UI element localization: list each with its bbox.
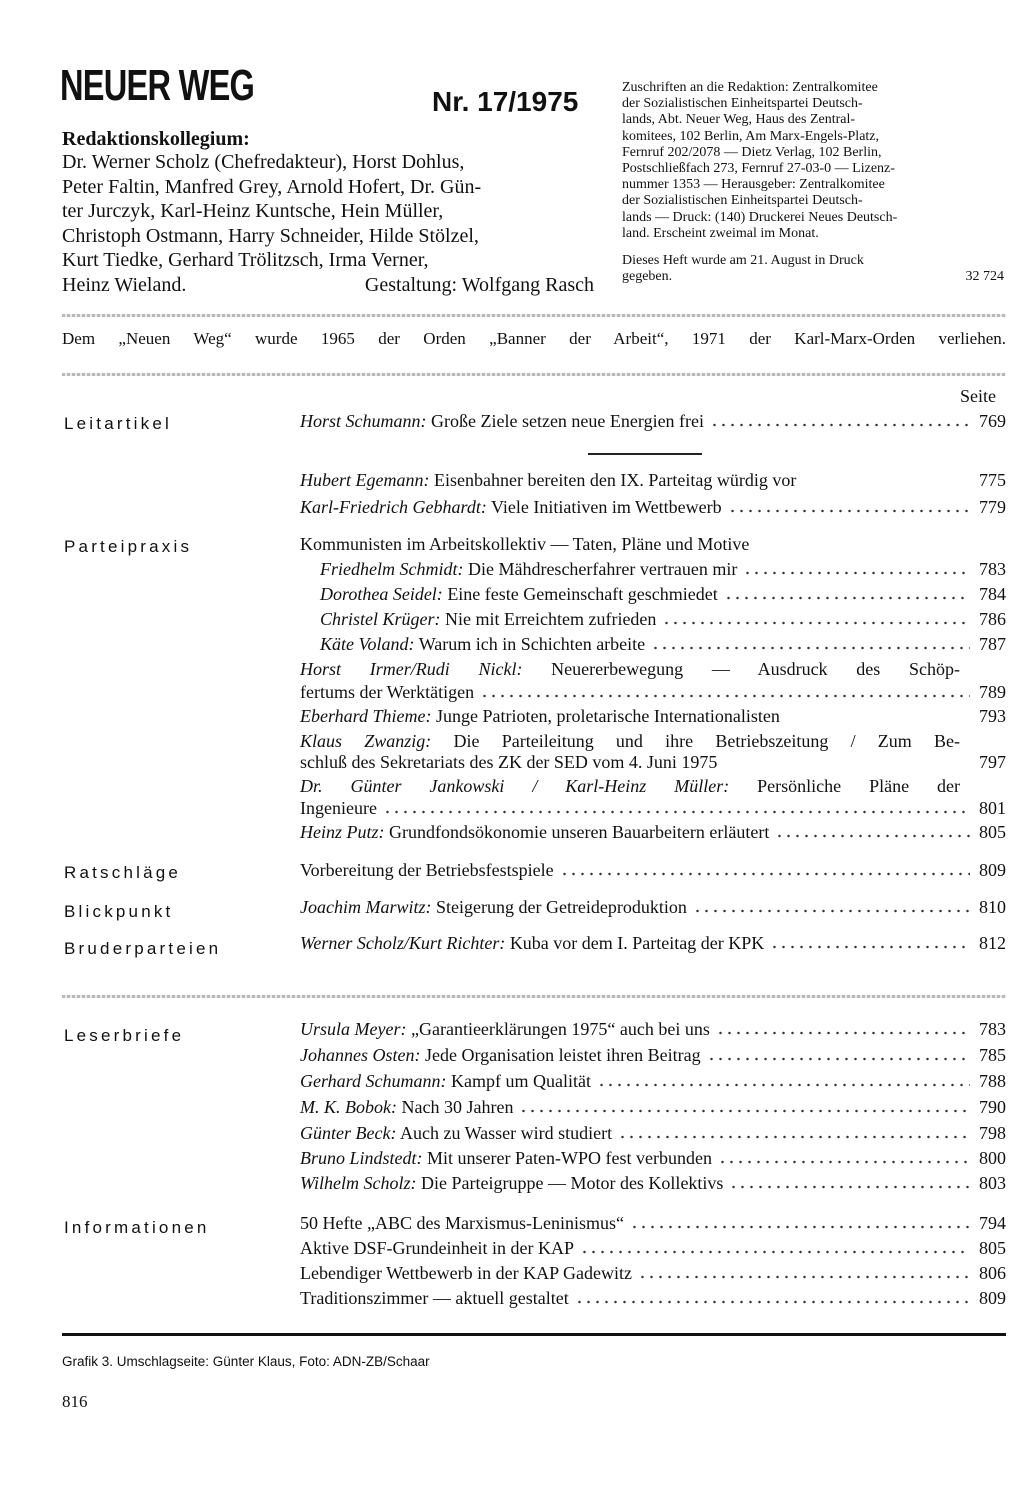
toc-entry[interactable] (300, 1122, 1006, 1144)
board-line: Kurt Tiedke, Gerhard Trölitzsch, Irma Verner, (62, 249, 429, 271)
toc-entry[interactable] (300, 1262, 1006, 1284)
toc-entry[interactable] (300, 859, 1006, 881)
section-label-bruderparteien: Bruderparteien (64, 939, 222, 958)
toc-entry[interactable] (300, 681, 1006, 703)
leader-dots (480, 682, 970, 698)
entry-page: 793 (979, 706, 1006, 726)
leader-dots (638, 1263, 970, 1279)
entry-title: Vorbereitung der Betriebsfestspiele (300, 860, 554, 880)
imprint-line: lands — Druck: (140) Druckerei Neues Deutsch- (622, 209, 898, 225)
leader-dots (560, 860, 970, 876)
entry-page: 805 (979, 822, 1006, 842)
entry-title: Persönliche Pläne der (757, 776, 961, 796)
toc-entry[interactable] (300, 1044, 1006, 1066)
toc-entry-line[interactable] (300, 775, 960, 797)
toc-entry[interactable] (300, 1212, 1006, 1234)
entry-title: Kampf um Qualität (451, 1071, 591, 1091)
entry-title: Traditionszimmer — aktuell gestaltet (300, 1288, 569, 1308)
imprint-line: komitees, 102 Berlin, Am Marx-Engels-Platz, (622, 128, 880, 144)
toc-entry-line[interactable] (300, 730, 960, 752)
entry-page: 783 (979, 1019, 1006, 1039)
entry-page: 803 (979, 1173, 1006, 1193)
print-note-row (622, 269, 1004, 285)
board-last-line (62, 273, 594, 298)
toc-entry[interactable] (300, 705, 1006, 727)
toc-entry[interactable] (300, 1287, 1006, 1309)
entry-author: Friedhelm Schmidt: (320, 559, 464, 579)
toc-entry[interactable] (320, 633, 1006, 655)
page-column-header: Seite (960, 386, 996, 406)
entry-author: Klaus Zwanzig: (300, 731, 432, 751)
entry-title: Die Parteileitung und ihre Betriebszeitung / Zum Be- (453, 731, 961, 751)
entry-title: Nach 30 Jahren (401, 1097, 514, 1117)
image-credit: Grafik 3. Umschlagseite: Günter Klaus, Foto: ADN-ZB/Schaar (62, 1354, 430, 1369)
entry-page: 812 (979, 933, 1006, 953)
entry-page: 775 (979, 470, 1006, 490)
page-number: 816 (62, 1392, 88, 1411)
leader-dots (383, 798, 970, 814)
editorial-board-members (62, 150, 594, 297)
entry-title: Große Ziele setzen neue Energien frei (431, 411, 705, 431)
toc-entry[interactable] (300, 1147, 1006, 1169)
board-line: Dr. Werner Scholz (Chefredakteur), Horst Dohlus, (62, 151, 465, 173)
design-credit: Gestaltung: Wolfgang Rasch (364, 273, 594, 296)
entry-title: Grundfondsökonomie unseren Bauarbeitern erläutert (389, 822, 770, 842)
board-line: Christoph Ostmann, Harry Schneider, Hilde Stölzel, (62, 224, 479, 247)
entry-page: 784 (979, 584, 1006, 604)
entry-title: Mit unserer Paten-WPO fest verbunden (427, 1148, 712, 1168)
entry-title: Lebendiger Wettbewerb in der KAP Gadewitz (300, 1263, 632, 1283)
entry-page: 788 (979, 1071, 1006, 1091)
entry-author: Christel Krüger: (320, 609, 441, 629)
entry-author: Horst Schumann: (300, 411, 427, 431)
entry-title: Steigerung der Getreideproduktion (435, 897, 687, 917)
entry-author: Gerhard Schumann: (300, 1071, 447, 1091)
section-label-leitartikel: Leitartikel (64, 414, 172, 433)
entry-title: Eisenbahner bereiten den IX. Parteitag würdig vor (433, 470, 797, 490)
leader-dots (729, 1173, 970, 1189)
entry-page: 786 (979, 609, 1006, 629)
leader-dots (743, 559, 970, 575)
entry-author: Heinz Putz: (300, 822, 385, 842)
print-note (622, 253, 1004, 285)
toc-entry[interactable] (320, 583, 1006, 605)
leader-dots (693, 897, 970, 913)
toc-group-heading: Kommunisten im Arbeitskollektiv — Taten, Pläne und Motive (300, 534, 750, 554)
entry-title: Viele Initiativen im Wettbewerb (491, 497, 722, 517)
divider (62, 1333, 1006, 1336)
entry-author: Werner Scholz/Kurt Richter: (300, 933, 506, 953)
leader-dots (575, 1288, 970, 1304)
entry-author: Horst Irmer/Rudi Nickl: (300, 659, 523, 679)
entry-title: Kuba vor dem I. Parteitag der KPK (509, 933, 765, 953)
entry-author: Dr. Günter Jankowski / Karl-Heinz Müller: (300, 776, 730, 796)
entry-page: 785 (979, 1045, 1006, 1065)
toc-entry[interactable] (300, 821, 1006, 843)
board-last-member: Heinz Wieland. (62, 273, 187, 296)
imprint-line: Zuschriften an die Redaktion: Zentralkomitee (622, 80, 878, 95)
entry-author: Bruno Lindstedt: (300, 1148, 423, 1168)
entry-page: 801 (979, 798, 1006, 818)
toc-entry[interactable] (300, 410, 1006, 432)
entry-page: 789 (979, 682, 1006, 702)
entry-title: Warum ich in Schichten arbeite (418, 634, 646, 654)
imprint-line: Fernruf 202/2078 — Dietz Verlag, 102 Berlin, (622, 144, 882, 160)
leader-dots (651, 634, 970, 650)
section-label-parteipraxis: Parteipraxis (64, 537, 193, 556)
toc-entry[interactable] (300, 1237, 1006, 1259)
issue-number: Nr. 17/1975 (432, 86, 579, 117)
print-code: 32 724 (965, 269, 1004, 285)
board-line: ter Jurczyk, Karl-Heinz Kuntsche, Hein Müller, (62, 200, 444, 222)
section-label-leserbriefe: Leserbriefe (64, 1026, 185, 1045)
entry-title: 50 Hefte „ABC des Marxismus-Leninismus“ (300, 1213, 624, 1233)
imprint-line: lands, Abt. Neuer Weg, Haus des Zentral- (622, 112, 856, 128)
divider (588, 453, 702, 455)
entry-author: Johannes Osten: (300, 1045, 421, 1065)
entry-title: fertums der Werktätigen (300, 682, 475, 702)
entry-page: 779 (979, 497, 1006, 517)
entry-author: Hubert Egemann: (300, 470, 430, 490)
entry-page: 798 (979, 1123, 1006, 1143)
entry-page: 797 (979, 752, 1006, 772)
section-label-informationen: Informationen (64, 1218, 210, 1237)
editorial-board-heading: Redaktionskollegium: (62, 128, 250, 150)
entry-author: Ursula Meyer: (300, 1019, 407, 1039)
imprint-line: der Sozialistischen Einheitspartei Deutsch- (622, 193, 863, 209)
entry-page: 769 (979, 411, 1006, 431)
leader-dots (707, 1045, 970, 1061)
entry-author: Wilhelm Scholz: (300, 1173, 417, 1193)
leader-dots (718, 1148, 970, 1164)
toc-entry[interactable] (320, 558, 1006, 580)
print-note-line: Dieses Heft wurde am 21. August in Druck (622, 253, 864, 268)
toc-entry[interactable] (300, 1018, 1006, 1040)
entry-title: Nie mit Erreichtem zufrieden (445, 609, 657, 629)
entry-page: 790 (979, 1097, 1006, 1117)
toc-entry[interactable] (300, 932, 1006, 954)
section-label-blickpunkt: Blickpunkt (64, 902, 174, 921)
award-statement: Dem „Neuen Weg“ wurde 1965 der Orden „Banner der Arbeit“, 1971 der Karl-Marx-Orden verliehen. (62, 329, 1006, 348)
leader-dots (630, 1213, 970, 1229)
leader-dots (775, 822, 970, 838)
board-line: Peter Faltin, Manfred Grey, Arnold Hofert, Dr. Gün- (62, 175, 482, 198)
leader-dots (728, 497, 970, 513)
toc-entry[interactable] (300, 1070, 1006, 1092)
entry-title: Die Mähdrescherfahrer vertrauen mir (467, 559, 738, 579)
entry-page: 809 (979, 860, 1006, 880)
entry-page: 806 (979, 1263, 1006, 1283)
leader-dots (716, 1019, 970, 1035)
entry-page: 805 (979, 1238, 1006, 1258)
toc-entry[interactable] (300, 797, 1006, 819)
toc-entry-line[interactable] (300, 658, 960, 680)
toc-entry[interactable] (300, 896, 1006, 918)
imprint-line: der Sozialistischen Einheitspartei Deutsch- (622, 96, 863, 112)
leader-dots (770, 933, 970, 949)
leader-dots (597, 1071, 970, 1087)
toc-entry[interactable] (300, 469, 1006, 491)
entry-page: 787 (979, 634, 1006, 654)
entry-title: Auch zu Wasser wird studiert (399, 1123, 613, 1143)
section-label-ratschlaege: Ratschläge (64, 863, 182, 882)
entry-author: Karl-Friedrich Gebhardt: (300, 497, 487, 517)
entry-author: Eberhard Thieme: (300, 706, 432, 726)
entry-title: Ingenieure (300, 798, 377, 818)
entry-author: Käte Voland: (320, 634, 415, 654)
entry-author: Günter Beck: (300, 1123, 397, 1143)
imprint-line: nummer 1353 — Herausgeber: Zentralkomitee (622, 177, 885, 193)
leader-dots (724, 584, 970, 600)
imprint-block (622, 80, 1004, 242)
entry-page: 809 (979, 1288, 1006, 1308)
entry-page: 794 (979, 1213, 1006, 1233)
toc-entry[interactable] (300, 1096, 1006, 1118)
leader-dots (580, 1238, 970, 1254)
entry-title: Aktive DSF-Grundeinheit in der KAP (300, 1238, 574, 1258)
entry-page: 783 (979, 559, 1006, 579)
entry-page: 810 (979, 897, 1006, 917)
entry-title: Die Parteigruppe — Motor des Kollektivs (420, 1173, 724, 1193)
toc-entry[interactable] (300, 751, 1006, 773)
entry-title: Jede Organisation leistet ihren Beitrag (424, 1045, 701, 1065)
entry-title: Neuererbewegung — Ausdruck des Schöp- (551, 659, 960, 679)
entry-author: Dorothea Seidel: (320, 584, 443, 604)
toc-entry[interactable] (300, 1172, 1006, 1194)
entry-author: M. K. Bobok: (300, 1097, 397, 1117)
toc-entry[interactable] (320, 608, 1006, 630)
leader-dots (618, 1123, 970, 1139)
entry-page: 800 (979, 1148, 1006, 1168)
entry-title: „Garantieerklärungen 1975“ auch bei uns (410, 1019, 710, 1039)
divider (62, 373, 1006, 376)
entry-title: Junge Patrioten, proletarische Internationalisten (435, 706, 780, 726)
entry-author: Joachim Marwitz: (300, 897, 432, 917)
imprint-line: Postschließfach 273, Fernruf 27-03-0 — Lizenz- (622, 161, 895, 177)
leader-dots (519, 1097, 970, 1113)
toc-entry[interactable] (300, 496, 1006, 518)
magazine-title: NEUER WEG (60, 61, 255, 110)
imprint-line: land. Erscheint zweimal im Monat. (622, 225, 819, 241)
divider (62, 314, 1006, 317)
print-note-line: gegeben. (622, 269, 673, 285)
leader-dots (662, 609, 970, 625)
leader-dots (710, 411, 970, 427)
entry-title: Eine feste Gemeinschaft geschmiedet (447, 584, 718, 604)
entry-title: schluß des Sekretariats des ZK der SED vom 4. Juni 1975 (300, 752, 718, 772)
divider (62, 995, 1006, 998)
